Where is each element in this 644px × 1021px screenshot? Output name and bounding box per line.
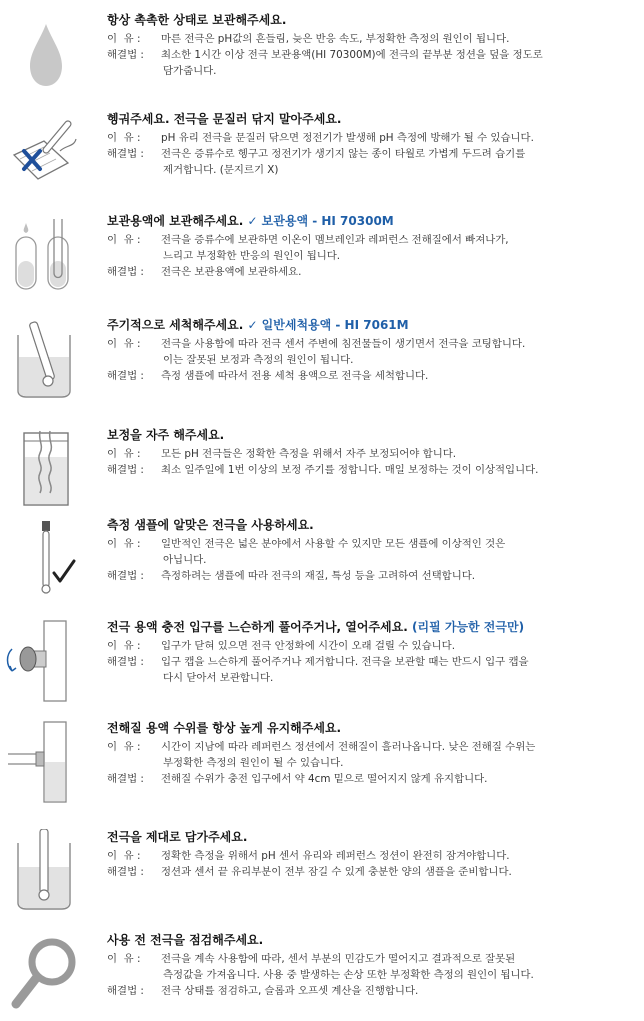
- solution-row: [107, 264, 638, 280]
- solution-row: [107, 47, 638, 79]
- solution-line: 측정하려는 샘플에 따라 전극의 재질, 특성 등을 고려하여 선택합니다.: [161, 570, 476, 582]
- reason-label: 이 유 :: [107, 953, 144, 965]
- reason-line: 전극을 증류수에 보관하면 이온이 멤브레인과 레퍼런스 전해질에서 빠져나가,: [161, 234, 509, 246]
- section-title: 전해질 용액 수위를 항상 높게 유지해주세요.: [107, 721, 342, 735]
- section-title: [107, 213, 638, 229]
- reason-label: 이 유 :: [107, 538, 144, 550]
- solution-label: 해결법 :: [107, 266, 148, 278]
- section-title: 사용 전 전극을 점검해주세요.: [107, 933, 264, 947]
- section-title: 항상 촉촉한 상태로 보관해주세요.: [107, 13, 287, 27]
- solution-line: 최소한 1시간 이상 전극 보관용액(HI 70300M)에 전극의 끝부분 정션을 덮을 정도로: [161, 49, 543, 61]
- reason-line: 아닙니다.: [163, 554, 207, 566]
- solution-label: 해결법 :: [107, 148, 148, 160]
- section-title-text: 보관용액에 보관해주세요.: [107, 214, 244, 228]
- no-wiping-icon: [4, 111, 88, 195]
- electrode-check-icon: [4, 517, 88, 601]
- reason-label: 이 유 :: [107, 448, 144, 460]
- reason-label: 이 유 :: [107, 640, 144, 652]
- reason-line: 느리고 부정확한 반응의 원인이 됩니다.: [163, 250, 341, 262]
- reason-row: [107, 638, 638, 654]
- solution-label: 해결법 :: [107, 985, 148, 997]
- solution-label: 해결법 :: [107, 773, 148, 785]
- solution-label: 해결법 :: [107, 464, 148, 476]
- reason-label: 이 유 :: [107, 33, 144, 45]
- beaker-cleaning-icon: [4, 317, 88, 401]
- reason-line: 입구가 닫혀 있으면 전극 안정화에 시간이 오래 걸릴 수 있습니다.: [161, 640, 455, 652]
- reason-line: 시간이 지남에 따라 레퍼런스 정션에서 전해질이 흘러나옵니다. 낮은 전해질 수위는: [161, 741, 536, 753]
- beaker-immersion-icon: [4, 829, 88, 913]
- solution-line: 전극은 증류수로 헹구고 정전기가 생기지 않는 종이 타월로 가볍게 두드려 습기를: [161, 148, 526, 160]
- section-title: 보정을 자주 해주세요.: [107, 428, 225, 442]
- water-drop-icon: [4, 12, 88, 96]
- calibration-container-icon: [4, 427, 88, 511]
- product-highlight: ✓ 일반세척용액 - HI 7061M: [247, 318, 409, 332]
- solution-label: 해결법 :: [107, 656, 148, 668]
- solution-line: 전극은 보관용액에 보관하세요.: [161, 266, 302, 278]
- reason-line: 모든 pH 전극들은 정확한 측정을 위해서 자주 보정되어야 합니다.: [161, 448, 457, 460]
- section-title: 헹궈주세요. 전극을 문질러 닦지 말아주세요.: [107, 112, 342, 126]
- reason-row: [107, 336, 638, 368]
- solution-label: 해결법 :: [107, 49, 148, 61]
- solution-line: 전해질 수위가 충전 입구에서 약 4cm 밑으로 떨어지지 않게 유지합니다.: [161, 773, 488, 785]
- product-highlight: ✓ 보관용액 - HI 70300M: [247, 214, 394, 228]
- solution-row: [107, 462, 638, 478]
- section-title: [107, 619, 638, 635]
- reason-line: pH 유리 전극을 문질러 닦으면 정전기가 발생해 pH 측정에 방해가 될 수 있습니다.: [161, 132, 534, 144]
- reason-row: [107, 739, 638, 771]
- solution-label: 해결법 :: [107, 866, 148, 878]
- reason-row: [107, 848, 638, 864]
- solution-row: [107, 771, 638, 787]
- refill-cap-icon: [4, 619, 88, 703]
- reason-line: 전극을 사용함에 따라 전극 센서 주변에 침전물들이 생기면서 전극을 코팅합니다.: [161, 338, 526, 350]
- solution-line: 최소 일주일에 1번 이상의 보정 주기를 정합니다. 매일 보정하는 것이 이상적입니다.: [161, 464, 539, 476]
- solution-label: 해결법 :: [107, 370, 148, 382]
- solution-line: 전극 상태를 점검하고, 슬롭과 오프셋 계산을 진행합니다.: [161, 985, 419, 997]
- reason-label: 이 유 :: [107, 234, 144, 246]
- reason-row: [107, 951, 638, 983]
- solution-row: [107, 864, 638, 880]
- reason-line: 측정값을 가져옵니다. 사용 중 발생하는 손상 또한 부정확한 측정의 원인이 됩니다.: [163, 969, 534, 981]
- reason-row: [107, 31, 638, 47]
- section-title: 전극을 제대로 담가주세요.: [107, 830, 248, 844]
- solution-line: 제거합니다. (문지르기 X): [163, 164, 279, 176]
- electrolyte-level-icon: [4, 720, 88, 804]
- solution-row: [107, 654, 638, 686]
- test-tubes-icon: [4, 213, 88, 297]
- solution-line: 측정 샘플에 따라서 전용 세척 용액으로 전극을 세척합니다.: [161, 370, 429, 382]
- reason-line: 전극을 계속 사용함에 따라, 센서 부분의 민감도가 떨어지고 결과적으로 잘못된: [161, 953, 516, 965]
- reason-row: [107, 446, 638, 462]
- reason-line: 부정확한 측정의 원인이 될 수 있습니다.: [163, 757, 344, 769]
- section-title: 측정 샘플에 알맞은 전극을 사용하세요.: [107, 518, 314, 532]
- section-title-text: 전극 용액 충전 입구를 느슨하게 풀어주거나, 열어주세요.: [107, 620, 408, 634]
- reason-label: 이 유 :: [107, 338, 144, 350]
- reason-line: 이는 잘못된 보정과 측정의 원인이 됩니다.: [163, 354, 354, 366]
- reason-label: 이 유 :: [107, 741, 144, 753]
- reason-line: 마른 전극은 pH값의 흔들림, 늦은 반응 속도, 부정확한 측정의 원인이 됩니다.: [161, 33, 510, 45]
- reason-line: 일반적인 전극은 넓은 분야에서 사용할 수 있지만 모든 샘플에 이상적인 것은: [161, 538, 506, 550]
- section-title: [107, 317, 638, 333]
- refill-note: (리필 가능한 전극만): [412, 620, 525, 634]
- solution-line: 다시 닫아서 보관합니다.: [163, 672, 274, 684]
- reason-row: [107, 130, 638, 146]
- reason-label: 이 유 :: [107, 132, 144, 144]
- solution-line: 정션과 센서 끝 유리부분이 전부 잠길 수 있게 충분한 양의 샘플을 준비합니다.: [161, 866, 512, 878]
- reason-label: 이 유 :: [107, 850, 144, 862]
- reason-row: [107, 232, 638, 264]
- magnifier-icon: [4, 932, 88, 1016]
- solution-row: [107, 568, 638, 584]
- section-title-text: 주기적으로 세척해주세요.: [107, 318, 244, 332]
- reason-line: 정확한 측정을 위해서 pH 센서 유리와 레퍼런스 정션이 완전히 잠겨야합니다.: [161, 850, 510, 862]
- solution-row: [107, 983, 638, 999]
- solution-row: [107, 368, 638, 384]
- solution-line: 담가줍니다.: [163, 65, 217, 77]
- solution-row: [107, 146, 638, 178]
- reason-row: [107, 536, 638, 568]
- solution-label: 해결법 :: [107, 570, 148, 582]
- solution-line: 입구 캡을 느슨하게 풀어주거나 제거합니다. 전극을 보관할 때는 반드시 입구 캡을: [161, 656, 529, 668]
